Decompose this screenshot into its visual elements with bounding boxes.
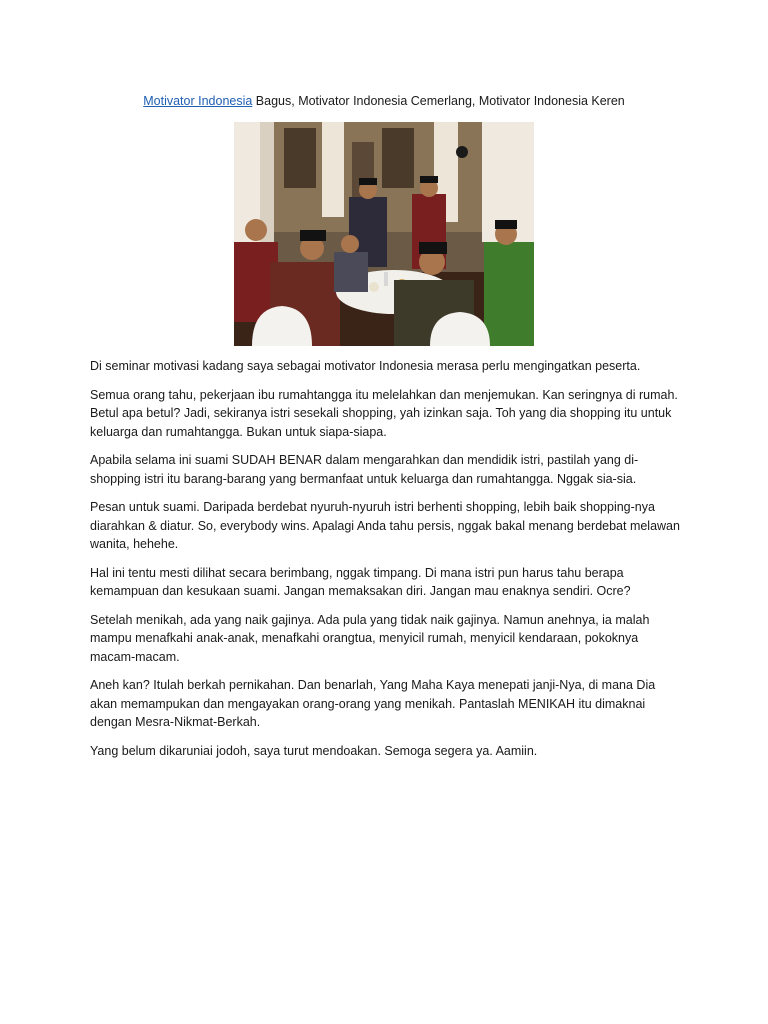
paragraph: Di seminar motivasi kadang saya sebagai motivator Indonesia merasa perlu mengingatkan peserta. xyxy=(90,359,641,373)
paragraph: Hal ini tentu mesti dilihat secara berimbang, nggak timpang. Di mana istri pun harus tahu berapa kemampuan dan kesukaan suami. Jangan memaksakan diri. Jangan mau enaknya sendiri. Ocre? xyxy=(90,565,631,598)
page-heading xyxy=(0,92,768,110)
paragraph: Yang belum dikaruniai jodoh, saya turut mendoakan. Semoga segera ya. Aamiin. xyxy=(90,743,538,758)
article-body xyxy=(90,357,680,770)
paragraph: Semua orang tahu, pekerjaan ibu rumahtangga itu melelahkan dan menjemukan. Kan seringnya di rumah. Betul apa betul? Jadi, sekiranya istri sesekali shopping, yah izinkan saja. Toh yang dia shopping itu untuk keluarga dan rumahtangga. Bukan untuk siapa-siapa. xyxy=(90,387,678,439)
heading-text: Bagus, Motivator Indonesia Cemerlang, Motivator Indonesia Keren xyxy=(252,94,625,108)
paragraph: Apabila selama ini suami SUDAH BENAR dalam mengarahkan dan mendidik istri, pastilah yang di-shopping istri itu barang-barang yang bermanfaat untuk keluarga dan rumahtangga. Nggak sia-sia. xyxy=(90,453,639,486)
event-photo xyxy=(234,122,534,346)
heading-link[interactable]: Motivator Indonesia xyxy=(143,94,253,108)
paragraph: Aneh kan? Itulah berkah pernikahan. Dan benarlah, Yang Maha Kaya menepati janji-Nya, di mana Dia akan memampukan dan mengayakan orang-orang yang menikah. Pantaslah MENIKAH itu dimaknai dengan Mesra-Nikmat-Berkah. xyxy=(90,678,656,729)
paragraph: Setelah menikah, ada yang naik gajinya. Ada pula yang tidak naik gajinya. Namun anehnya, ia malah mampu menafkahi anak-anak, menafkahi orangtua, menyicil rumah, menyicil kendaraan, pokoknya macam-macam. xyxy=(90,612,650,664)
paragraph: Pesan untuk suami. Daripada berdebat nyuruh-nyuruh istri berhenti shopping, lebih baik shopping-nya diarahkan & diatur. So, everybody wins. Apalagi Anda tahu persis, nggak bakal menang berdebat melawan wanita, hehehe. xyxy=(90,500,680,551)
dinner-scene-illustration xyxy=(234,122,534,346)
